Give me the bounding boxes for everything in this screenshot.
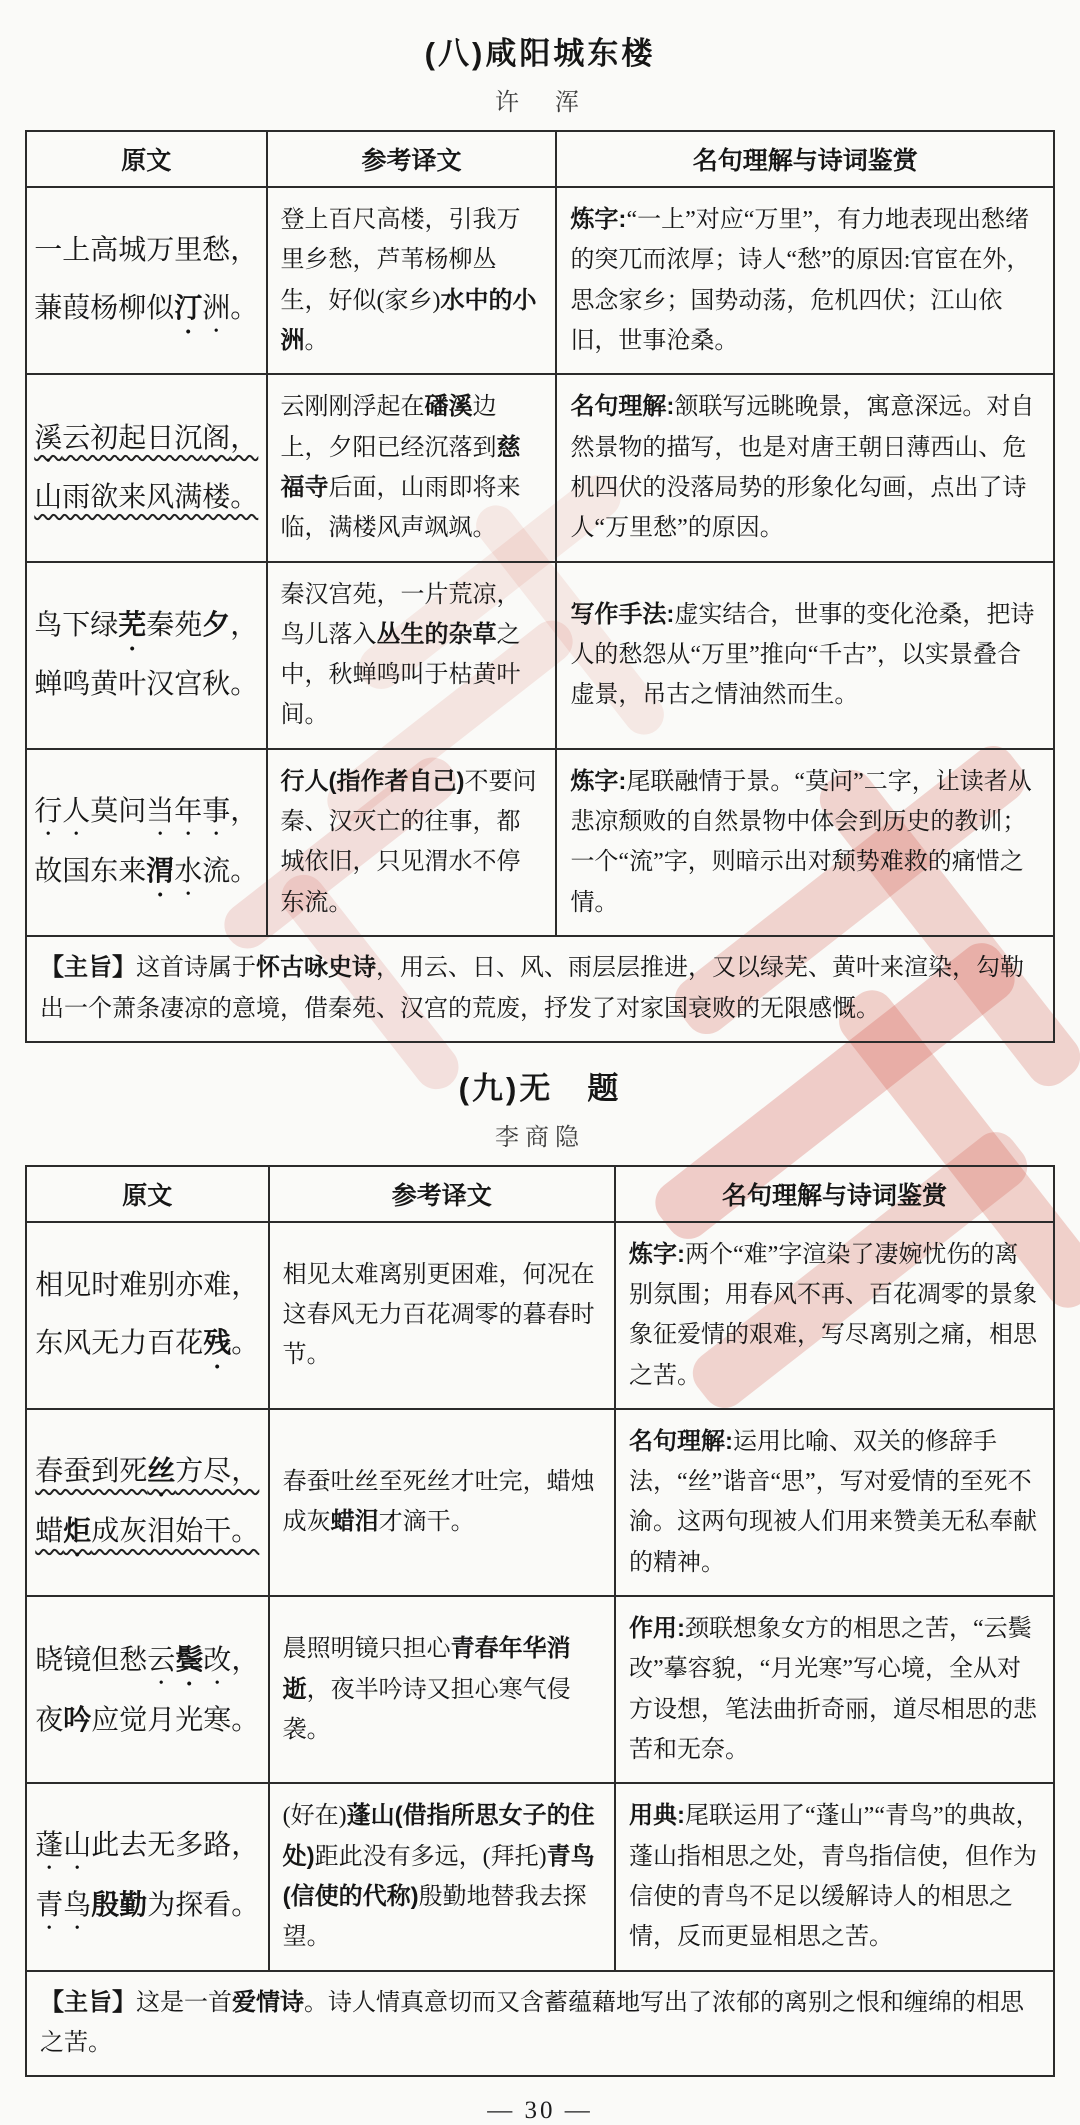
poem-line: 一上高城万里愁，: [34, 234, 259, 266]
col-header-original: 原文: [26, 1166, 269, 1222]
summary-cell: 【主旨】这是一首爱情诗。诗人情真意切而又含蓄蕴藉地写出了浓郁的离别之恨和缠绵的相思之苦。: [26, 1971, 1054, 2077]
original-cell: [26, 749, 267, 936]
analysis-cell: 写作手法:虚实结合，世事的变化沧桑，把诗人的愁怨从“万里”推向“千古”，以实景叠合虚景，吊古之情油然而生。: [556, 562, 1054, 749]
analysis-cell: 用典:尾联运用了“蓬山”“青鸟”的典故，蓬山指相思之处，青鸟指信使，但作为信使的青鸟不足以缓解诗人的相思之情，反而更显相思之苦。: [615, 1783, 1054, 1970]
poem-line: 蒹葭杨柳似汀洲。: [34, 292, 259, 325]
col-header-analysis: 名句理解与诗词鉴赏: [615, 1166, 1054, 1222]
poem-line: 蝉鸣黄叶汉宫秋。: [34, 669, 259, 701]
table-row: [26, 562, 1054, 749]
poem-author: 许 浑: [495, 90, 585, 116]
col-header-analysis: 名句理解与诗词鉴赏: [556, 131, 1054, 187]
table-row: [26, 374, 1054, 561]
poem-line: 行人莫问当年事，: [34, 795, 259, 827]
original-cell: [26, 374, 267, 561]
analysis-cell: 炼字:尾联融情于景。“莫问”二字，让读者从悲凉颓败的自然景物中体会到历史的教训；一个“流”字，则暗示出对颓势难救的痛惜之情。: [556, 749, 1054, 936]
analysis-cell: 名句理解:颔联写远眺晚景，寓意深远。对自然景物的描写，也是对唐王朝日薄西山、危机四伏的没落局势的形象化勾画，点出了诗人“万里愁”的原因。: [556, 374, 1054, 561]
section-title: (九)无 题: [458, 1070, 622, 1106]
col-header-translation: 参考译文: [267, 131, 557, 187]
table-header-row: [26, 131, 1054, 187]
poem-line: 晓镜但愁云鬓改，: [35, 1643, 260, 1676]
poem-line: 蓬山此去无多路，: [35, 1830, 260, 1862]
translation-cell: 晨照明镜只担心青春年华消逝，夜半吟诗又担心寒气侵袭。: [269, 1596, 615, 1783]
section-title: (八)咸阳城东楼: [424, 36, 656, 71]
col-header-original: 原文: [26, 131, 267, 187]
poem-line: 相见时难别亦难，: [35, 1269, 260, 1301]
original-cell: [26, 1222, 269, 1409]
translation-cell: 相见太难离别更困难，何况在这春风无力百花凋零的暮春时节。: [269, 1222, 615, 1409]
analysis-cell: 名句理解:运用比喻、双关的修辞手法，“丝”谐音“思”，写对爱情的至死不渝。这两句现被人们用来赞美无私奉献的精神。: [615, 1409, 1054, 1596]
poem-line: 青鸟殷勤为探看。: [35, 1889, 260, 1922]
translation-cell: 行人(指作者自己)不要问秦、汉灭亡的往事，都城依旧，只见渭水不停东流。: [267, 749, 557, 936]
summary-row: [26, 936, 1054, 1042]
analysis-cell: 炼字:“一上”对应“万里”，有力地表现出愁绪的突兀而浓厚；诗人“愁”的原因:官宦在外，思念家乡；国势动荡，危机四伏；江山依旧，世事沧桑。: [556, 187, 1054, 374]
page-number: — 30 —: [487, 2097, 593, 2125]
table-row: [26, 1596, 1054, 1783]
table-row: [26, 1783, 1054, 1970]
original-cell: [26, 187, 267, 374]
translation-cell: (好在)蓬山(借指所思女子的住处)距此没有多远，(拜托)青鸟(信使的代称)殷勤地替我去探望。: [269, 1783, 615, 1970]
table-header-row: [26, 1166, 1054, 1222]
table-row: [26, 187, 1054, 374]
poem-author: 李商隐: [495, 1124, 585, 1151]
translation-cell: 登上百尺高楼，引我万里乡愁，芦苇杨柳丛生，好似(家乡)水中的小洲。: [267, 187, 557, 374]
summary-row: [26, 1971, 1054, 2077]
poem-line: 故国东来渭水流。: [34, 854, 259, 887]
poem-line: 夜吟应觉月光寒。: [35, 1703, 260, 1736]
poem-line: 蜡炬成灰泪始干。: [35, 1515, 260, 1548]
original-cell: [26, 562, 267, 749]
original-cell: [26, 1409, 269, 1596]
translation-cell: 春蚕吐丝至死丝才吐完，蜡烛成灰蜡泪才滴干。: [269, 1409, 615, 1596]
section-poem-2: [25, 1063, 1055, 2078]
poem-line: 春蚕到死丝方尽，: [35, 1455, 260, 1488]
table-row: [26, 1409, 1054, 1596]
original-cell: [26, 1596, 269, 1783]
poetry-table-2: [25, 1165, 1055, 2078]
table-row: [26, 1222, 1054, 1409]
translation-cell: 秦汉宫苑，一片荒凉，鸟儿落入丛生的杂草之中，秋蝉鸣叫于枯黄叶间。: [267, 562, 557, 749]
original-cell: [26, 1783, 269, 1970]
analysis-cell: 作用:颈联想象女方的相思之苦，“云鬓改”摹容貌，“月光寒”写心境，全从对方设想，笔法曲折奇丽，道尽相思的悲苦和无奈。: [615, 1596, 1054, 1783]
table-row: [26, 749, 1054, 936]
poem-line: 鸟下绿芜秦苑夕，: [34, 609, 259, 642]
section-poem-1: [25, 28, 1055, 1043]
summary-cell: 【主旨】这首诗属于怀古咏史诗，用云、日、风、雨层层推进，又以绿芜、黄叶来渲染，勾勒出一个萧条凄凉的意境，借秦苑、汉宫的荒废，抒发了对家国衰败的无限感慨。: [26, 936, 1054, 1042]
poetry-table-1: [25, 130, 1055, 1043]
translation-cell: 云刚刚浮起在磻溪边上，夕阳已经沉落到慈福寺后面，山雨即将来临，满楼风声飒飒。: [267, 374, 557, 561]
analysis-cell: 炼字:两个“难”字渲染了凄婉忧伤的离别氛围；用春风不再、百花凋零的景象象征爱情的艰难，写尽离别之痛，相思之苦。: [615, 1222, 1054, 1409]
poem-line: 溪云初起日沉阁，: [34, 422, 259, 454]
poem-line: 东风无力百花残。: [35, 1326, 260, 1359]
col-header-translation: 参考译文: [269, 1166, 615, 1222]
poem-line: 山雨欲来风满楼。: [34, 481, 259, 513]
